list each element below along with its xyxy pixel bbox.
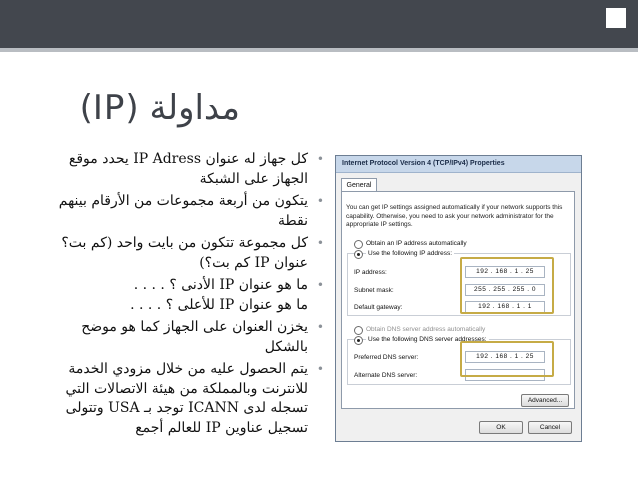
obtain-ip-radio[interactable] [354,240,363,249]
use-ip-radio[interactable] [354,250,363,259]
bullet-item [24,360,324,438]
bullet-line: تسجله لدى ICANN توجد بـ USA وتتولى [65,400,308,416]
bullet-line: بالشكل [264,338,308,355]
default-gateway-input[interactable]: 192 . 168 . 1 . 1 [465,301,545,313]
use-dns-radio[interactable] [354,336,363,345]
use-dns-label: Use the following DNS server addresses: [368,336,487,343]
bullet-dot-icon: • [316,194,324,208]
bullet-line: يتم الحصول عليه من خلال مزودي الخدمة [68,361,308,377]
preferred-dns-input[interactable]: 192 . 168 . 1 . 25 [465,351,545,363]
ok-button[interactable]: OK [479,421,523,434]
bullet-dot-icon: • [316,362,324,376]
slide-header-accent [0,48,638,52]
bullet-dot-icon: • [316,278,324,292]
advanced-button[interactable]: Advanced... [521,394,569,407]
tab-general[interactable]: General [341,178,377,193]
obtain-dns-label: Obtain DNS server address automatically [366,326,486,333]
subnet-mask-label: Subnet mask: [354,287,394,294]
alternate-dns-input[interactable]: . . . [465,369,545,381]
bullet-list [24,150,324,441]
default-gateway-label: Default gateway: [354,304,403,311]
ip-address-label: IP address: [354,269,387,276]
cancel-button[interactable]: Cancel [528,421,572,434]
bullet-dot-icon: • [316,152,324,166]
bullet-line: يتكون من أربعة مجموعات من الأرقام بينهم [58,193,308,209]
bullet-item [24,276,324,315]
bullet-item [24,318,324,357]
bullet-item [24,192,324,231]
obtain-dns-radio[interactable] [354,326,363,335]
bullet-item [24,150,324,189]
dns-highlight-frame [460,341,554,377]
bullet-line: نقطة [278,212,308,229]
obtain-ip-label: Obtain an IP address automatically [366,240,467,247]
bullet-line: كل جهاز له عنوان IP Adress يحدد موقع [68,151,308,167]
bullet-dot-icon: • [316,320,324,334]
alternate-dns-label: Alternate DNS server: [354,372,418,379]
bullet-line: تسجيل عناوين IP للعالم أجمع [135,419,308,436]
bullet-line: الجهاز على الشبكة [199,170,308,187]
bullet-line: ما هو عنوان IP للأعلى ؟ . . . . [130,296,308,313]
bullet-line: عنوان IP كم بت؟) [199,254,308,271]
slide-title: مداولة (IP) [79,88,240,128]
dialog-description: You can get IP settings assigned automatically if your network supports this capability. Otherwise, you need to ask your network administrator for the appropriate IP settings. [346,204,563,228]
ip-highlight-frame [460,257,554,314]
bullet-dot-icon: • [316,236,324,250]
slide-header-bar [0,0,638,48]
preferred-dns-label: Preferred DNS server: [354,354,419,361]
dialog-title: Internet Protocol Version 4 (TCP/IPv4) Properties [336,156,581,173]
bullet-line: للانترنت وبالمملكة من هيئة الاتصالات التي [65,380,308,397]
bullet-item [24,234,324,273]
slide-header-square [606,8,626,28]
bullet-line: كل مجموعة تتكون من بايت واحد (كم بت؟ [61,235,308,251]
subnet-mask-input[interactable]: 255 . 255 . 255 . 0 [465,284,545,296]
bullet-line: يخزن العنوان على الجهاز كما هو موضح [81,319,308,335]
ip-address-input[interactable]: 192 . 168 . 1 . 25 [465,266,545,278]
bullet-line: ما هو عنوان IP الأدنى ؟ . . . . [133,277,308,293]
use-ip-label: Use the following IP address: [368,250,453,257]
